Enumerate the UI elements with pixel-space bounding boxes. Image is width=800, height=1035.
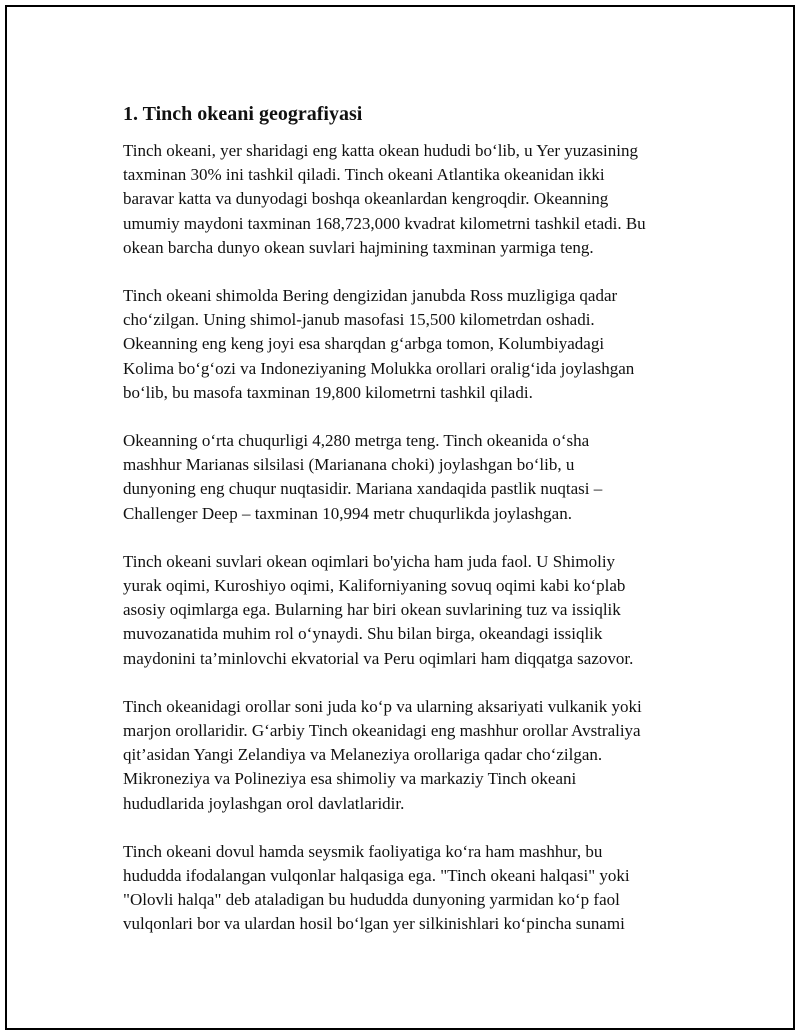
section-heading: 1. Tinch okeani geografiyasi	[123, 103, 363, 125]
paragraph-1	[123, 139, 703, 260]
text-line: hududlarida joylashgan orol davlatlaridir.	[123, 793, 405, 813]
text-line: muvozanatida muhim rol o‘ynaydi. Shu bilan birga, okeandagi issiqlik	[123, 624, 603, 644]
paragraph-3	[123, 429, 703, 526]
text-line: qit’asidan Yangi Zelandiya va Melaneziya orollariga qadar cho‘zilgan.	[123, 745, 603, 765]
text-line: maydonini ta’minlovchi ekvatorial va Peru oqimlari ham diqqatga sazovor.	[123, 648, 634, 668]
text-line: Tinch okeani suvlari okean oqimlari bo'yicha ham juda faol. U Shimoliy	[123, 551, 616, 571]
text-line: asosiy oqimlarga ega. Bularning har biri okean suvlarining tuz va issiqlik	[123, 600, 621, 620]
paragraph-4	[123, 550, 703, 671]
paragraph-5	[123, 695, 703, 816]
text-line: Tinch okeani shimolda Bering dengizidan janubda Ross muzligiga qadar	[123, 286, 618, 306]
text-line: cho‘zilgan. Uning shimol-janub masofasi 15,500 kilometrdan oshadi.	[123, 310, 595, 330]
text-line: baravar katta va dunyodagi boshqa okeanlardan kengroqdir. Okeanning	[123, 189, 609, 209]
text-line: umumiy maydoni taxminan 168,723,000 kvadrat kilometrni tashkil etadi. Bu	[123, 213, 646, 233]
page-frame	[5, 5, 795, 1030]
text-line: vulqonlari bor va ulardan hosil bo‘lgan yer silkinishlari ko‘pincha sunami	[123, 914, 625, 934]
text-line: dunyoning eng chuqur nuqtasidir. Mariana xandaqida pastlik nuqtasi –	[123, 479, 603, 499]
text-line: Tinch okeanidagi orollar soni juda ko‘p va ularning aksariyati vulkanik yoki	[123, 696, 642, 716]
text-line: yurak oqimi, Kuroshiyo oqimi, Kaliforniyaning sovuq oqimi kabi ko‘plab	[123, 576, 626, 596]
document-body	[123, 101, 703, 961]
text-line: Challenger Deep – taxminan 10,994 metr chuqurlikda joylashgan.	[123, 503, 572, 523]
text-line: Kolima bo‘g‘ozi va Indoneziyaning Molukka orollari oralig‘ida joylashgan	[123, 358, 635, 378]
text-line: Okeanning o‘rta chuqurligi 4,280 metrga teng. Tinch okeanida o‘sha	[123, 431, 590, 451]
text-line: taxminan 30% ini tashkil qiladi. Tinch okeani Atlantika okeanidan ikki	[123, 165, 605, 185]
text-line: Tinch okeani dovul hamda seysmik faoliyatiga ko‘ra ham mashhur, bu	[123, 841, 603, 861]
text-line: Mikroneziya va Polineziya esa shimoliy va markaziy Tinch okeani	[123, 769, 577, 789]
text-line: Tinch okeani, yer sharidagi eng katta okean hududi bo‘lib, u Yer yuzasining	[123, 141, 638, 160]
paragraph-2	[123, 284, 703, 405]
text-line: mashhur Marianas silsilasi (Marianana choki) joylashgan bo‘lib, u	[123, 455, 575, 475]
paragraph-6	[123, 840, 703, 937]
text-line: "Olovli halqa" deb ataladigan bu hududda dunyoning yarmidan ko‘p faol	[123, 890, 620, 910]
text-line: hududda ifodalangan vulqonlar halqasiga ega. "Tinch okeani halqasi" yoki	[123, 866, 630, 886]
text-line: Okeanning eng keng joyi esa sharqdan g‘arbga tomon, Kolumbiyadagi	[123, 334, 605, 354]
text-line: bo‘lib, bu masofa taxminan 19,800 kilometrni tashkil qiladi.	[123, 382, 533, 402]
text-line: okean barcha dunyo okean suvlari hajmining taxminan yarmiga teng.	[123, 237, 594, 257]
text-line: marjon orollaridir. G‘arbiy Tinch okeanidagi eng mashhur orollar Avstraliya	[123, 721, 641, 741]
